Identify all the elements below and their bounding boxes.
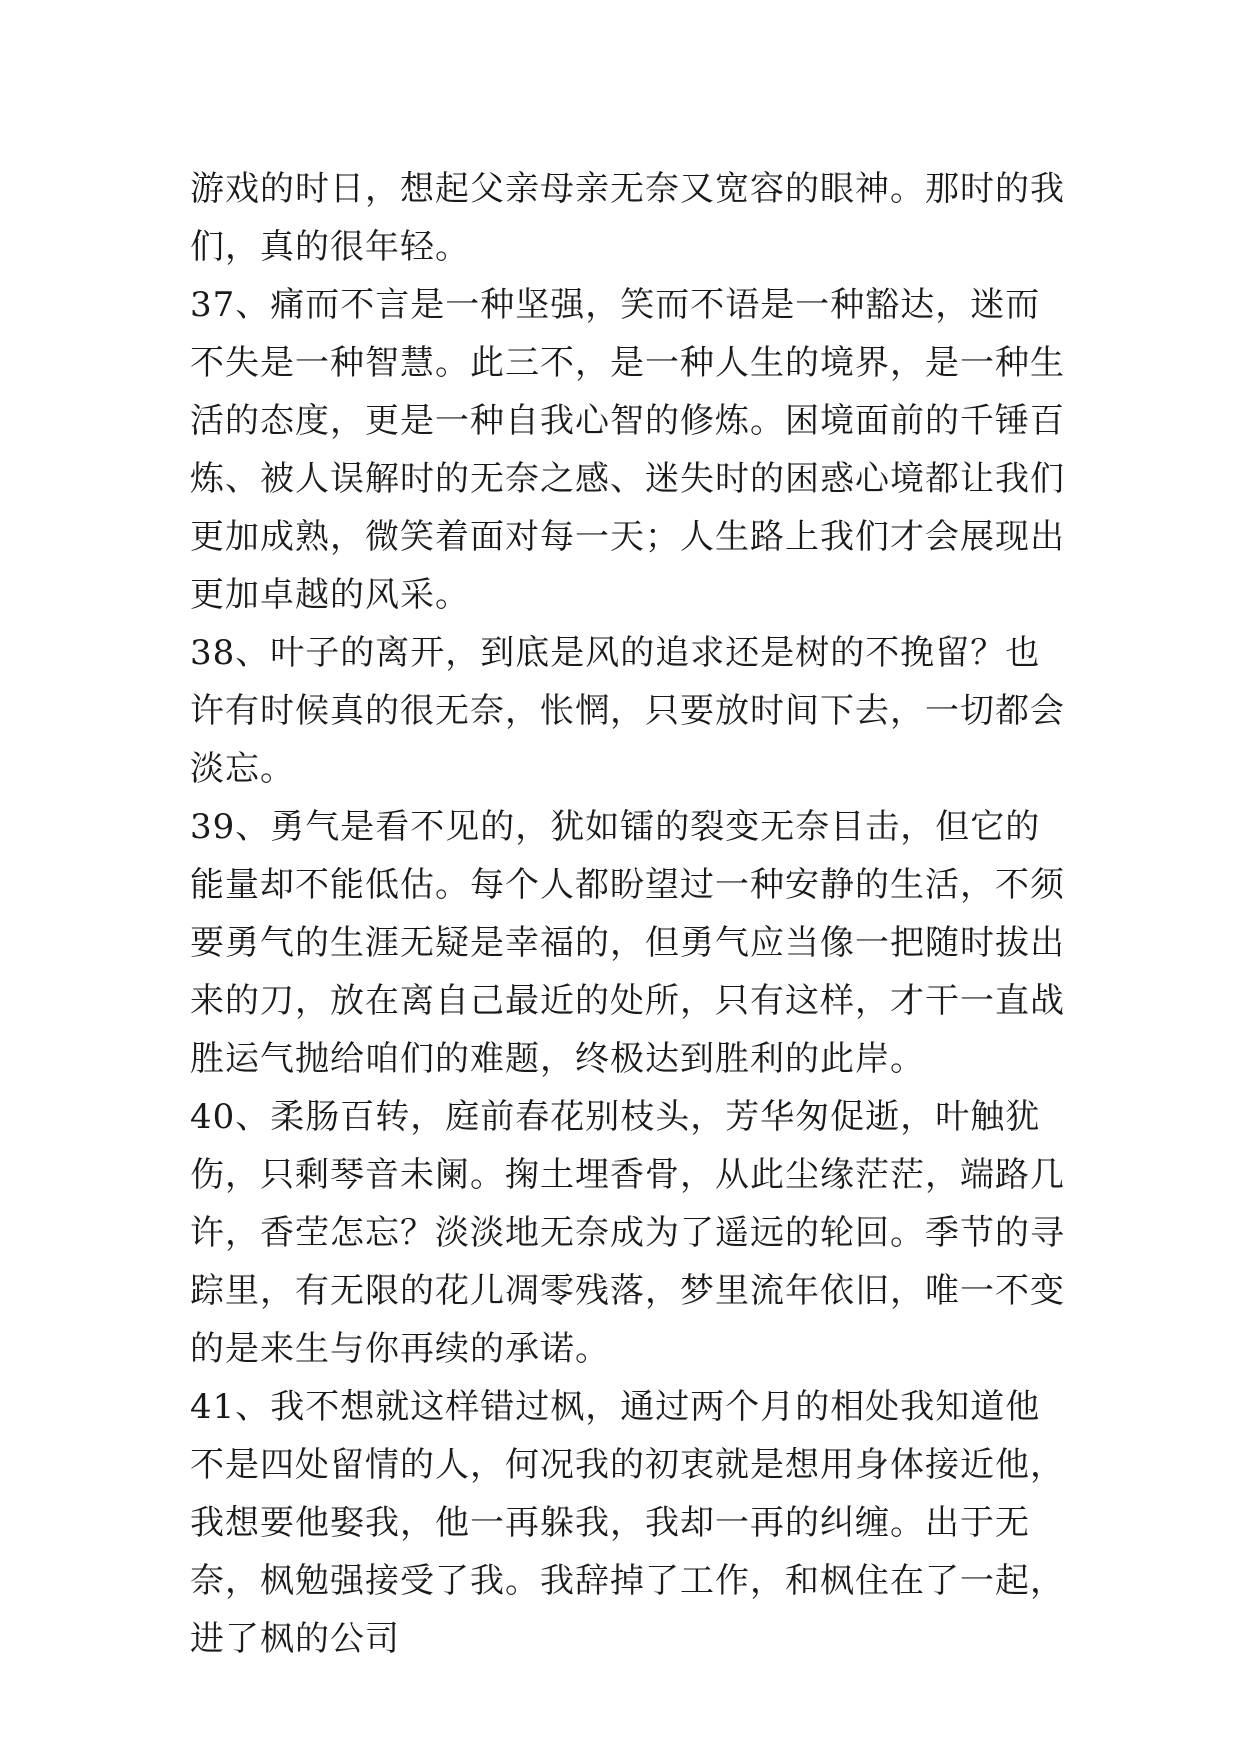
paragraph-38: 38、叶子的离开，到底是风的追求还是树的不挽留？也许有时候真的很无奈，怅惘，只要放时间下去，一切都会淡忘。: [190, 633, 1065, 789]
body-text: [190, 160, 1070, 1668]
paragraph-39: 39、勇气是看不见的，犹如镭的裂变无奈目击，但它的能量却不能低估。每个人都盼望过一种安静的生活，不须要勇气的生涯无疑是幸福的，但勇气应当像一把随时拔出来的刀，放在离自己最近的处所，只有这样，才干一直战胜运气抛给咱们的难题，终极达到胜利的此岸。: [190, 807, 1065, 1079]
paragraph-40: 40、柔肠百转，庭前春花别枝头，芳华匆促逝，叶触犹伤，只剩琴音未阑。掬土埋香骨，从此尘缘茫茫，端路几许，香茔怎忘？淡淡地无奈成为了遥远的轮回。季节的寻踪里，有无限的花儿凋零残落，梦里流年依旧，唯一不变的是来生与你再续的承诺。: [190, 1097, 1065, 1369]
paragraph-41: 41、我不想就这样错过枫，通过两个月的相处我知道他不是四处留情的人，何况我的初衷就是想用身体接近他，我想要他娶我，他一再躲我，我却一再的纠缠。出于无奈，枫勉强接受了我。我辞掉了工作，和枫住在了一起，进了枫的公司: [190, 1387, 1065, 1659]
paragraph-37: 37、痛而不言是一种坚强，笑而不语是一种豁达，迷而不失是一种智慧。此三不，是一种人生的境界，是一种生活的态度，更是一种自我心智的修炼。困境面前的千锤百炼、被人误解时的无奈之感、迷失时的困惑心境都让我们更加成熟，微笑着面对每一天；人生路上我们才会展现出更加卓越的风采。: [190, 285, 1065, 615]
paragraph-continuation: 游戏的时日，想起父亲母亲无奈又宽容的眼神。那时的我们，真的很年轻。: [190, 169, 1065, 267]
